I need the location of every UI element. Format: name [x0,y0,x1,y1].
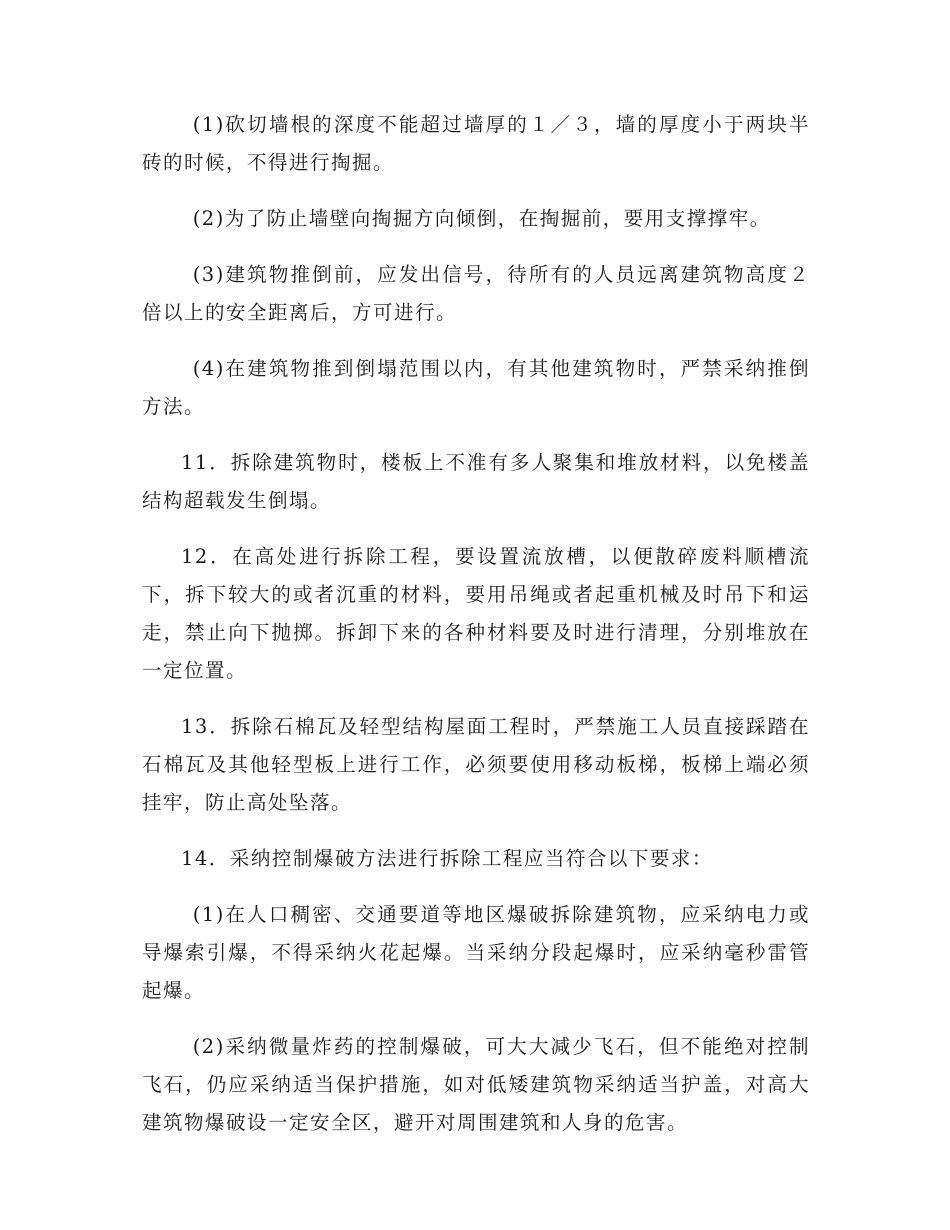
paragraph-item-13: 13．拆除石棉瓦及轻型结构屋面工程时，严禁施工人员直接踩踏在石棉瓦及其他轻型板上进行工作，必须要使用移动板梯，板梯上端必须挂牢，防止高处坠落。 [142,715,810,814]
paragraph-item-12: 12．在高处进行拆除工程，要设置流放槽，以便散碎废料顺槽流下，拆下较大的或者沉重的材料，要用吊绳或者起重机械及时吊下和运走，禁止向下抛掷。拆卸下来的各种材料要及时进行清理，分别堆放在一定位置。 [142,545,810,682]
paragraph-1-sub-item: (1)砍切墙根的深度不能超过墙厚的１／３，墙的厚度小于两块半砖的时候，不得进行掏掘。 [142,113,810,174]
paragraph-item-14: 14．采纳控制爆破方法进行拆除工程应当符合以下要求： [181,847,713,870]
document-body [142,106,810,1160]
paragraph-2-sub-item: (2)为了防止墙壁向掏掘方向倾倒，在掏掘前，要用支撑撑牢。 [192,207,771,230]
paragraph-14-sub-item-2: (2)采纳微量炸药的控制爆破，可大大减少飞石，但不能绝对控制飞石，仍应采纳适当保护措施，如对低矮建筑物采纳适当护盖，对高大建筑物爆破设一定安全区，避开对周围建筑和人身的危害。 [142,1035,810,1134]
paragraph-item-11: 11．拆除建筑物时，楼板上不准有多人聚集和堆放材料，以免楼盖结构超载发生倒塌。 [142,451,810,512]
paragraph-3-sub-item: (3)建筑物推倒前，应发出信号，待所有的人员远离建筑物高度２倍以上的安全距离后，方可进行。 [142,263,810,324]
paragraph-14-sub-item-1: (1)在人口稠密、交通要道等地区爆破拆除建筑物，应采纳电力或导爆索引爆，不得采纳火花起爆。当采纳分段起爆时，应采纳毫秒雷管起爆。 [142,903,810,1002]
paragraph-4-sub-item: (4)在建筑物推到倒塌范围以内，有其他建筑物时，严禁采纳推倒方法。 [142,357,810,418]
